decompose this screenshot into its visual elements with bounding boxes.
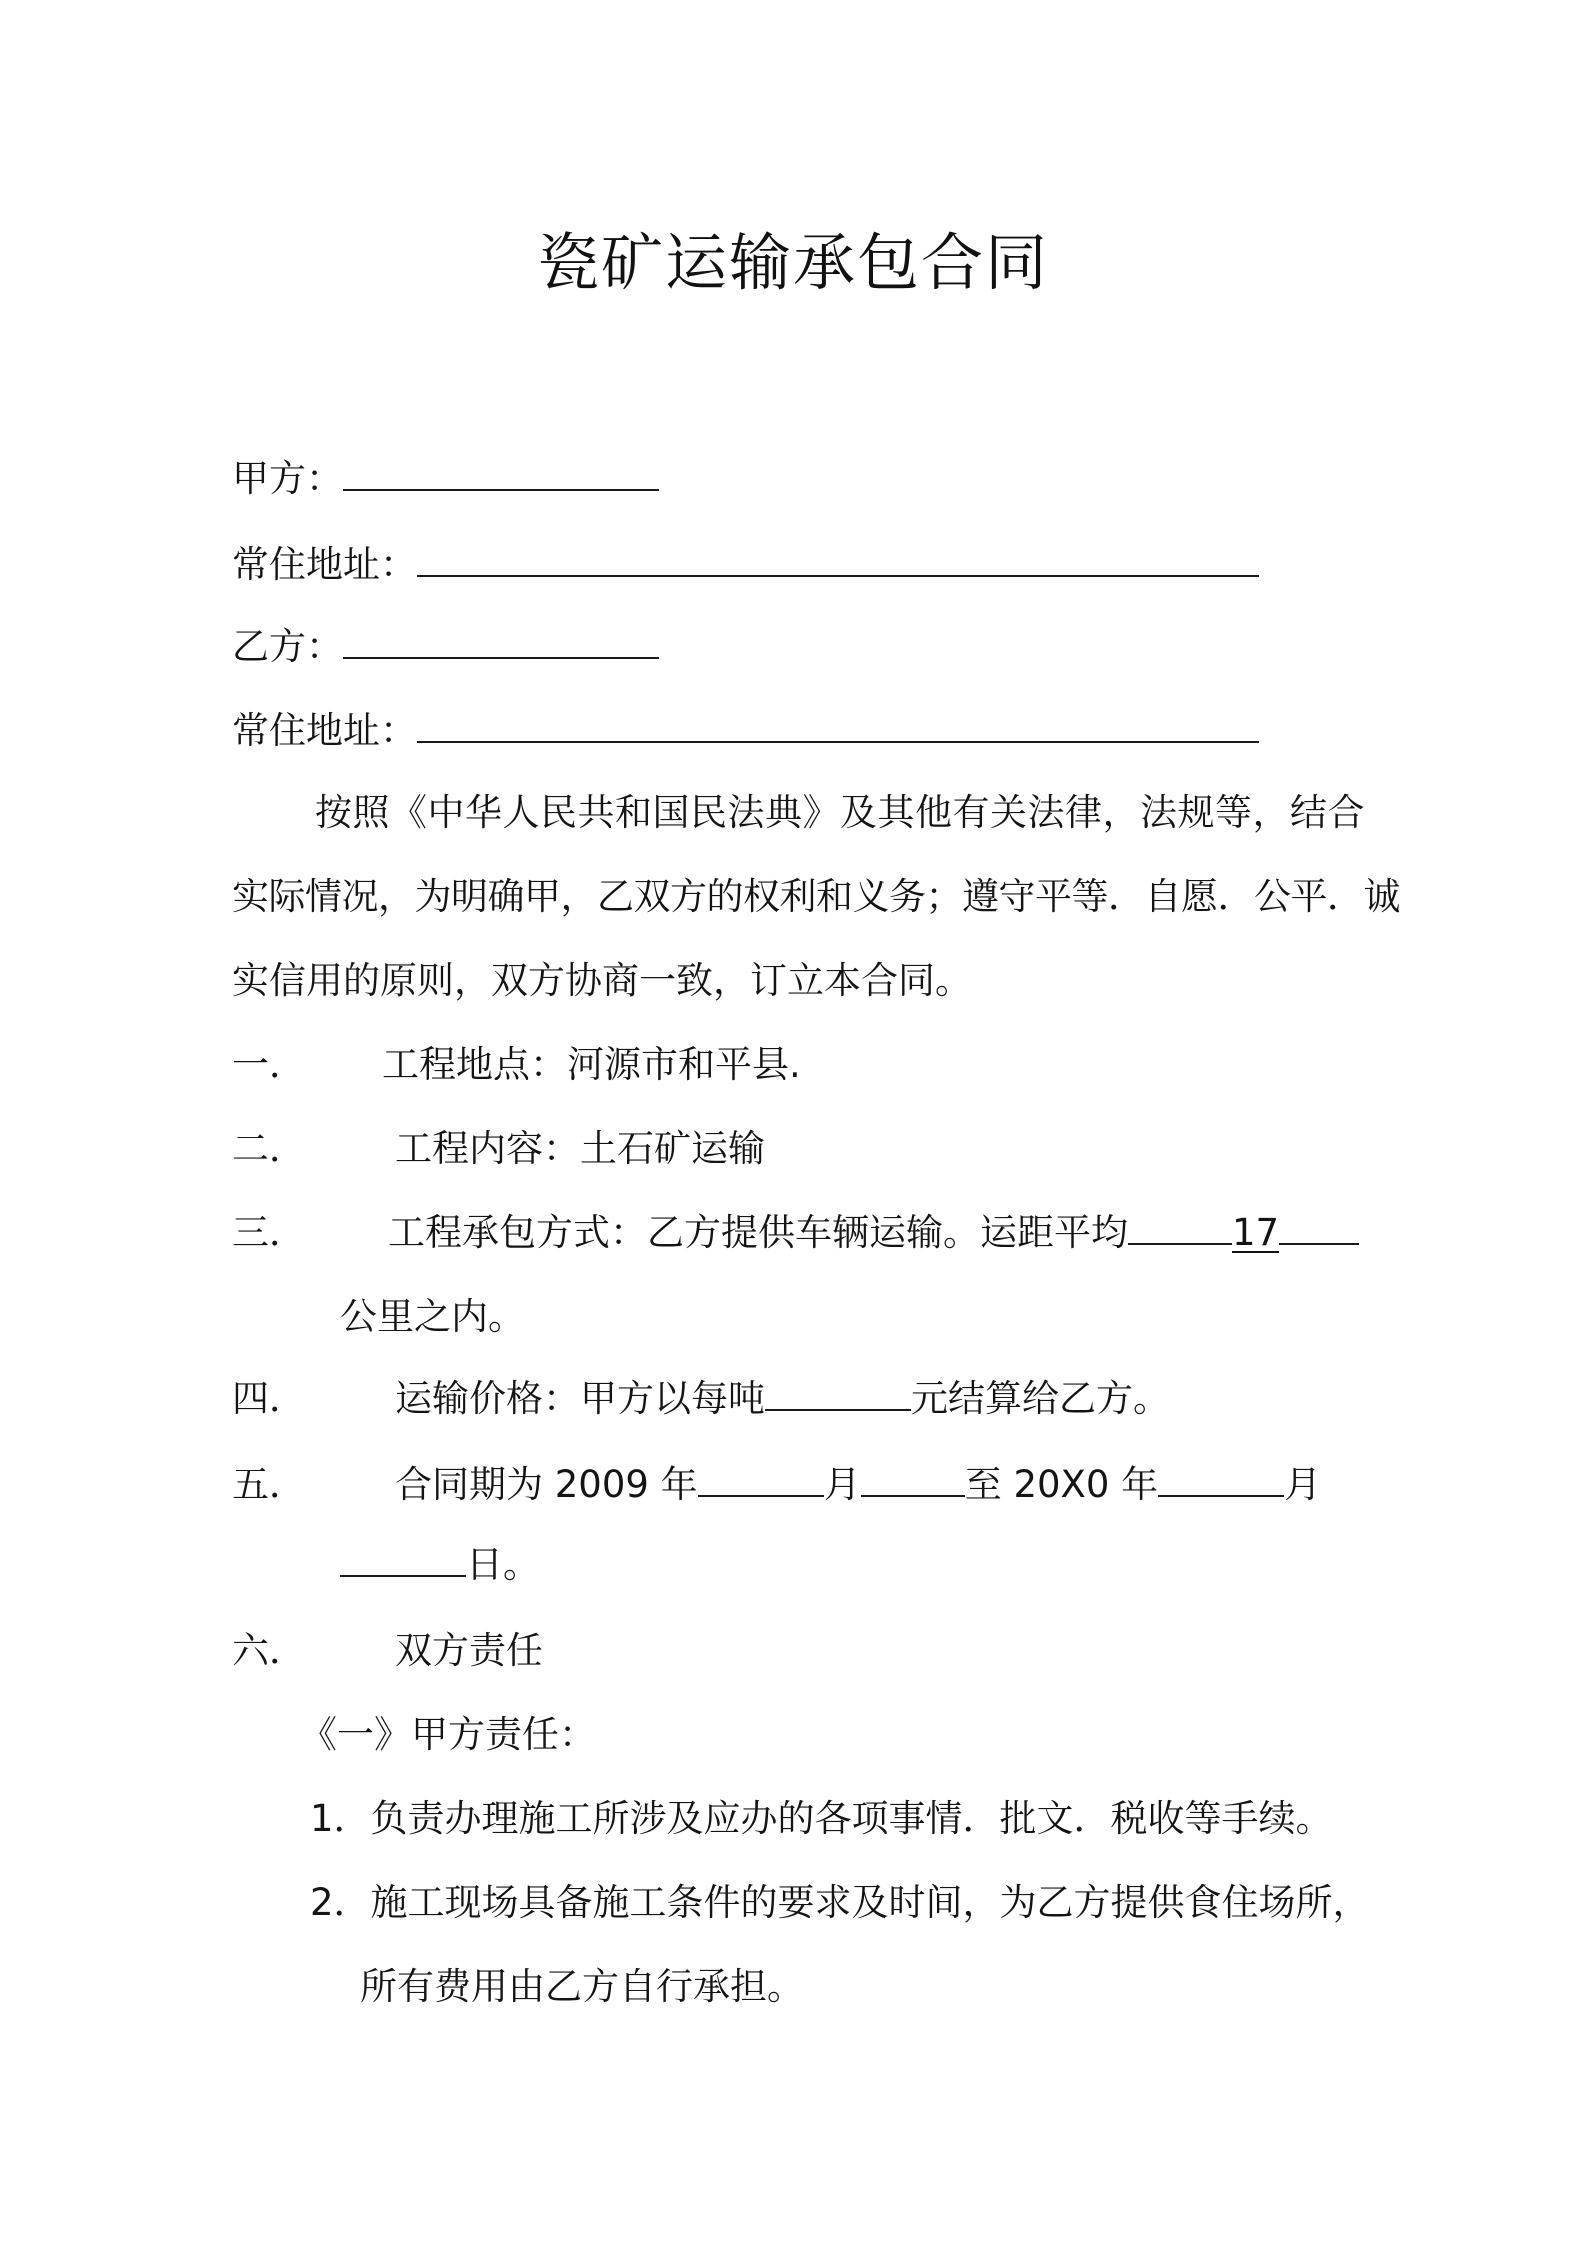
clause-1-text: 工程地点：河源市和平县. <box>382 1043 801 1086</box>
duty-item-1-text: 负责办理施工所涉及应办的各项事情．批文．税收等手续。 <box>370 1797 1333 1840</box>
clause-6-text: 双方责任 <box>395 1629 543 1672</box>
party-a-line <box>232 454 659 504</box>
clause-4-text-before: 运输价格：甲方以每吨 <box>395 1377 765 1420</box>
duty-item-2-number: 2． <box>310 1881 371 1924</box>
clause-5 <box>232 1460 1321 1510</box>
clause-5-continuation-text: 日。 <box>466 1543 540 1586</box>
clause-3-distance-value: 17 <box>1232 1211 1280 1254</box>
clause-3-continuation: 公里之内。 <box>340 1295 525 1338</box>
clause-4-price-blank <box>765 1375 911 1411</box>
clause-6-number: 六． <box>232 1629 306 1672</box>
party-a-address-blank <box>417 541 1259 577</box>
clause-5-end-month-blank <box>1158 1461 1284 1497</box>
clause-3-text: 工程承包方式：乙方提供车辆运输。运距平均 <box>388 1211 1128 1254</box>
party-a-duties-heading: 《一》甲方责任： <box>300 1713 596 1756</box>
clause-3 <box>232 1208 1359 1258</box>
party-b-label: 乙方： <box>232 625 343 668</box>
duty-item-2 <box>310 1878 1370 1928</box>
clause-5-part-3: 至 20X0 年 <box>964 1463 1159 1506</box>
clause-5-part-2: 月 <box>823 1463 861 1506</box>
clause-5-end-day-blank <box>340 1541 466 1577</box>
duty-item-2-text: 施工现场具备施工条件的要求及时间，为乙方提供食住场所， <box>370 1881 1370 1924</box>
preamble-line-1: 按照《中华人民共和国民法典》及其他有关法律，法规等，结合 <box>315 791 1365 834</box>
clause-4-number: 四． <box>232 1377 306 1420</box>
clause-3-blank-before <box>1128 1209 1232 1245</box>
document-title: 瓷矿运输承包合同 <box>536 226 1049 299</box>
clause-2-number: 二． <box>232 1127 306 1170</box>
clause-5-continuation <box>340 1540 540 1590</box>
clause-3-number: 三． <box>232 1211 306 1254</box>
party-a-address-label: 常住地址： <box>232 543 417 586</box>
clause-5-part-4: 月 <box>1284 1463 1322 1506</box>
clause-5-number: 五． <box>232 1463 306 1506</box>
clause-6 <box>232 1626 543 1676</box>
clause-4-text-after: 元结算给乙方。 <box>911 1377 1170 1420</box>
clause-5-start-day-blank <box>861 1461 965 1497</box>
duty-item-1 <box>310 1794 1333 1844</box>
party-b-address-blank <box>417 707 1259 743</box>
party-b-line <box>232 622 659 672</box>
clause-1-number: 一． <box>232 1043 306 1086</box>
party-b-address-label: 常住地址： <box>232 709 417 752</box>
party-a-address-line <box>232 540 1259 590</box>
party-b-blank <box>343 623 659 659</box>
clause-3-blank-after <box>1279 1209 1359 1245</box>
clause-2-text: 工程内容：土石矿运输 <box>395 1127 765 1170</box>
duty-item-1-number: 1． <box>310 1797 371 1840</box>
clause-1 <box>232 1040 801 1090</box>
clause-5-part-1: 合同期为 2009 年 <box>395 1463 698 1506</box>
clause-5-start-month-blank <box>698 1461 824 1497</box>
party-b-address-line <box>232 706 1259 756</box>
duty-item-2-continuation: 所有费用由乙方自行承担。 <box>360 1965 804 2008</box>
party-a-blank <box>343 455 659 491</box>
party-a-label: 甲方： <box>232 457 343 500</box>
preamble-line-3: 实信用的原则，双方协商一致，订立本合同。 <box>232 959 972 1002</box>
clause-2 <box>232 1124 765 1174</box>
clause-4 <box>232 1374 1170 1424</box>
preamble-line-2: 实际情况，为明确甲，乙双方的权利和义务；遵守平等．自愿．公平．诚 <box>232 875 1400 918</box>
